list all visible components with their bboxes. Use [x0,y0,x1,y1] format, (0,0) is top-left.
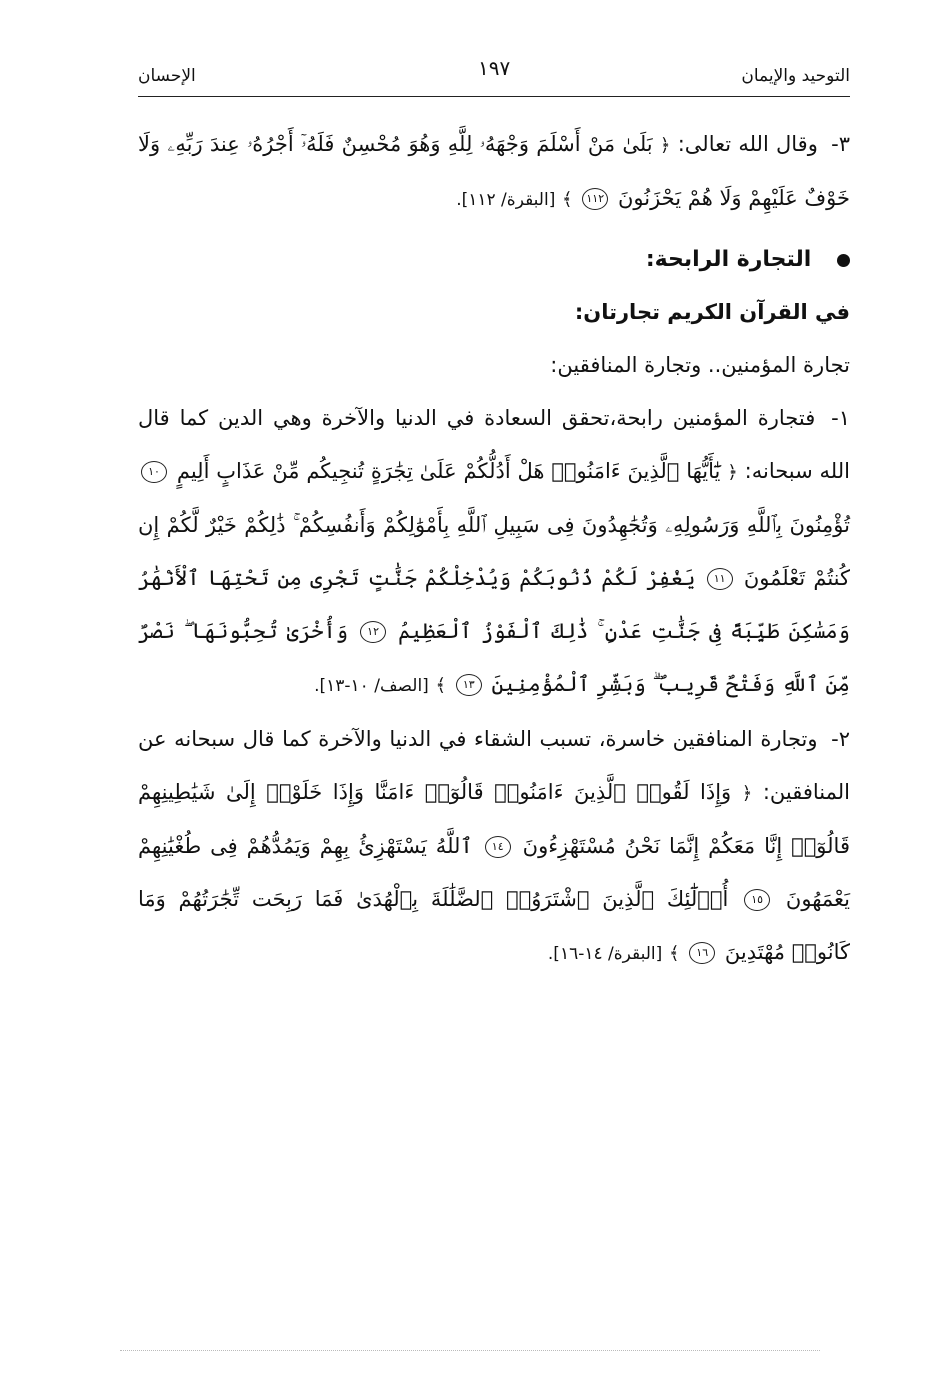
header-book-title: التوحيد والإيمان [741,66,850,86]
section-heading [138,233,850,286]
quran-verse: تُؤْمِنُونَ بِٱللَّهِ وَرَسُولِهِۦ وَتُجَٰهِدُونَ فِى سَبِيلِ ٱللَّهِ بِأَمْوَٰلِكُمْ وَأَنفُسِكُمْ ۚ ذَٰلِكُمْ خَيْرٌ لَّكُمْ إِن كُنتُمْ تَعْلَمُونَ [138,513,850,590]
page-number: ١٩٧ [478,56,511,80]
quran-verse: وَأُخْرَىٰ تُحِبُّونَهَا ۖ نَصْرٌ مِّنَ ٱللَّهِ وَفَتْحٌ قَرِيبٌ ۗ وَبَشِّرِ ٱلْمُؤْمِنِينَ [138,619,850,696]
aya-number-marker: ١٦ [689,942,715,964]
quran-verse: بَلَىٰ مَنْ أَسْلَمَ وَجْهَهُۥ لِلَّهِ وَهُوَ مُحْسِنٌ فَلَهُۥٓ أَجْرُهُۥ عِندَ رَبِّهِۦ وَلَا خَوْفٌ عَلَيْهِمْ وَلَا هُمْ يَحْزَنُونَ [138,132,850,210]
item-number: ١- [831,406,850,430]
section-heading-text: التجارة الرابحة: [645,247,812,272]
quran-close-bracket: ﴾ [435,675,447,696]
quran-verse: ٱللَّهُ يَسْتَهْزِئُ بِهِمْ وَيَمُدُّهُمْ فِى طُغْيَٰنِهِمْ يَعْمَهُونَ [138,834,850,911]
quran-open-bracket: ﴿ [659,135,671,156]
quran-verse: يَغْفِرْ لَكُمْ ذُنُوبَكُمْ وَيُدْخِلْكُمْ جَنَّٰتٍ تَجْرِى مِن تَحْتِهَا ٱلْأَنْهَٰرُ وَمَسَٰكِنَ طَيِّبَةً فِى جَنَّٰتِ عَدْنٍ ۚ ذَٰلِكَ ٱلْفَوْزُ ٱلْعَظِيمُ [138,566,850,643]
aya-number-marker: ١١ [707,568,733,590]
item-text: فتجارة المؤمنين رابحة،تحقق السعادة في الدنيا والآخرة وهي الدين كما قال الله سبحانه: [138,406,850,483]
verse-reference: [البقرة/ ١٤-١٦]. [547,944,663,964]
quran-open-bracket: ﴿ [741,783,753,804]
aya-number-marker: ١٢ [360,621,386,643]
item-number: ٣- [831,132,850,156]
bullet-icon [837,254,850,267]
sub-heading: في القرآن الكريم تجارتان: [574,300,850,324]
item-1-paragraph [138,392,850,713]
aya-number-marker: ١٠ [141,461,167,483]
quran-verse: أُو۟لَٰٓئِكَ ٱلَّذِينَ ٱشْتَرَوُا۟ ٱلضَّلَٰلَةَ بِٱلْهُدَىٰ فَمَا رَبِحَت تِّجَٰرَتُهُمْ وَمَا كَانُوا۟ مُهْتَدِينَ [138,887,850,964]
header-chapter-title: الإحسان [138,66,196,86]
page-header [138,56,850,97]
quran-open-bracket: ﴿ [727,462,738,483]
verse-reference: [البقرة/ ١١٢]. [456,190,556,210]
verse-reference: [الصف/ ١٠-١٣]. [314,676,429,696]
item-3-paragraph [138,118,850,227]
aya-number-marker: ١١٢ [582,188,608,210]
aya-number-marker: ١٤ [485,836,511,858]
quran-close-bracket: ﴾ [562,189,573,210]
item-text: وتجارة المنافقين خاسرة، تسبب الشقاء في الدنيا والآخرة كما قال سبحانه عن المنافقين: [138,727,851,804]
scan-artifact-divider [120,1350,820,1353]
item-2-paragraph [138,713,850,981]
item-intro: وقال الله تعالى: [677,132,818,156]
quran-close-bracket: ﴾ [668,943,680,964]
aya-number-marker: ١٣ [456,674,482,696]
item-number: ٢- [831,727,850,751]
quran-verse: يَٰٓأَيُّهَا ٱلَّذِينَ ءَامَنُوا۟ هَلْ أَدُلُّكُمْ عَلَىٰ تِجَٰرَةٍ تُنجِيكُم مِّنْ عَذَابٍ أَلِيمٍ [176,459,721,483]
intro-line: تجارة المؤمنين.. وتجارة المنافقين: [550,353,850,377]
aya-number-marker: ١٥ [744,889,770,911]
page-body [138,118,850,981]
quran-verse: وَإِذَا لَقُوا۟ ٱلَّذِينَ ءَامَنُوا۟ قَالُوٓا۟ ءَامَنَّا وَإِذَا خَلَوْا۟ إِلَىٰ شَيَٰطِينِهِمْ قَالُوٓا۟ إِنَّا مَعَكُمْ إِنَّمَا نَحْنُ مُسْتَهْزِءُونَ [138,780,850,858]
